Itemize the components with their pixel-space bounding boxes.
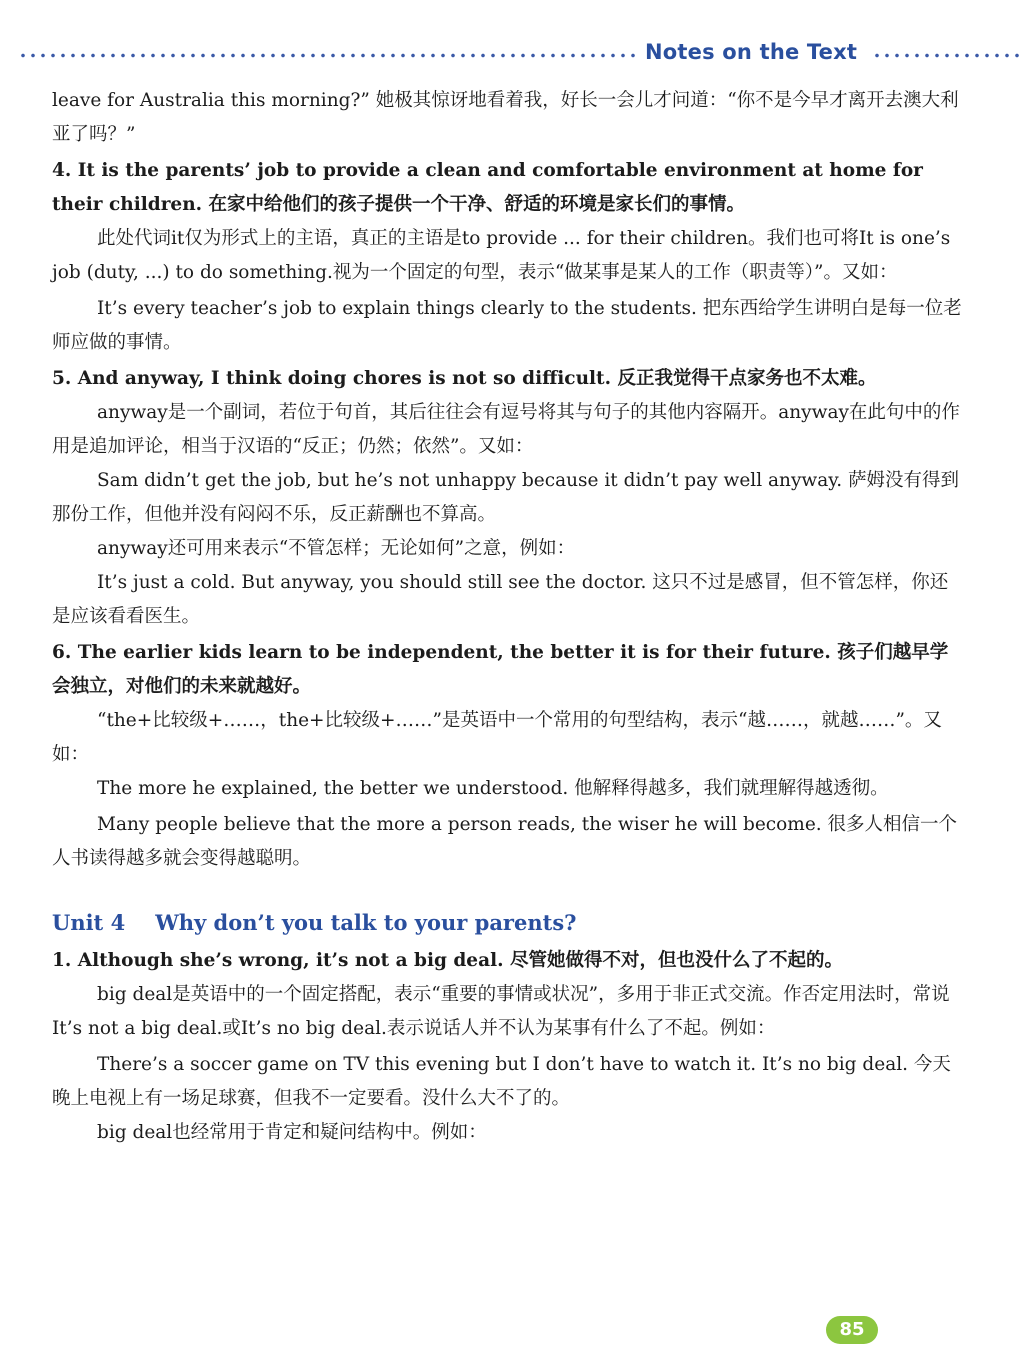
- page-number-badge: 85: [826, 1316, 878, 1344]
- header-title: Notes on the Text: [645, 40, 858, 64]
- note-heading-6: 6. The earlier kids learn to be independent, the better it is for their future. 孩子们越早学会独立，对他们的未来就越好。: [52, 642, 949, 697]
- header-dots-left: [18, 53, 636, 58]
- paragraph: “the+比较级+……，the+比较级+……”是英语中一个常用的句型结构，表示“越……，就越……”。又如：: [52, 710, 942, 765]
- paragraph: 此处代词it仅为形式上的主语，真正的主语是to provide ... for their children。我们也可将It is one’s job (duty, ...) to do something.视为一个固定的句型，表示“做某事是某人的工作（职责等）”。又如：: [52, 228, 951, 283]
- unit-label: Unit 4: [52, 910, 126, 935]
- note-heading-5: 5. And anyway, I think doing chores is not so difficult. 反正我觉得干点家务也不太难。: [52, 368, 877, 389]
- paragraph: big deal是英语中的一个固定搭配，表示“重要的事情或状况”，多用于非正式交流。作否定用法时，常说It’s not a big deal.或It’s no big deal.表示说话人并不认为某事有什么了不起。例如：: [52, 984, 950, 1039]
- unit-title: Why don’t you talk to your parents?: [155, 910, 577, 935]
- example-sentence: Sam didn’t get the job, but he’s not unhappy because it didn’t pay well anyway. 萨姆没有得到那份工作，但他并没有闷闷不乐，反正薪酬也不算高。: [52, 470, 960, 525]
- paragraph: anyway还可用来表示“不管怎样；无论如何”之意，例如：: [97, 538, 576, 559]
- running-header: [0, 38, 1024, 72]
- paragraph: big deal也经常用于肯定和疑问结构中。例如：: [97, 1122, 487, 1143]
- unit-heading: [52, 904, 962, 942]
- example-sentence: There’s a soccer game on TV this evening but I don’t have to watch it. It’s no big deal. 今天晚上电视上有一场足球赛，但我不一定要看。没什么大不了的。: [52, 1054, 951, 1109]
- example-sentence: Many people believe that the more a person reads, the wiser he will become. 很多人相信一个人书读得越多就会变得越聪明。: [52, 814, 958, 869]
- paragraph: anyway是一个副词，若位于句首，其后往往会有逗号将其与句子的其他内容隔开。anyway在此句中的作用是追加评论，相当于汉语的“反正；仍然；依然”。又如：: [52, 402, 960, 457]
- example-sentence: It’s every teacher’s job to explain things clearly to the students. 把东西给学生讲明白是每一位老师应做的事情。: [52, 298, 962, 353]
- paragraph: leave for Australia this morning?” 她极其惊讶地看着我，好长一会儿才问道：“你不是今早才离开去澳大利亚了吗？”: [52, 90, 959, 145]
- example-sentence: It’s just a cold. But anyway, you should still see the doctor. 这只不过是感冒，但不管怎样，你还是应该看看医生。: [52, 572, 949, 627]
- page-content: [52, 84, 962, 1150]
- note-heading-4: 4. It is the parents’ job to provide a clean and comfortable environment at home for their children. 在家中给他们的孩子提供一个干净、舒适的环境是家长们的事情。: [52, 160, 923, 215]
- header-dots-right: [872, 53, 1022, 58]
- note-heading-1: 1. Although she’s wrong, it’s not a big deal. 尽管她做得不对，但也没什么了不起的。: [52, 950, 843, 971]
- example-sentence: The more he explained, the better we understood. 他解释得越多，我们就理解得越透彻。: [97, 778, 889, 799]
